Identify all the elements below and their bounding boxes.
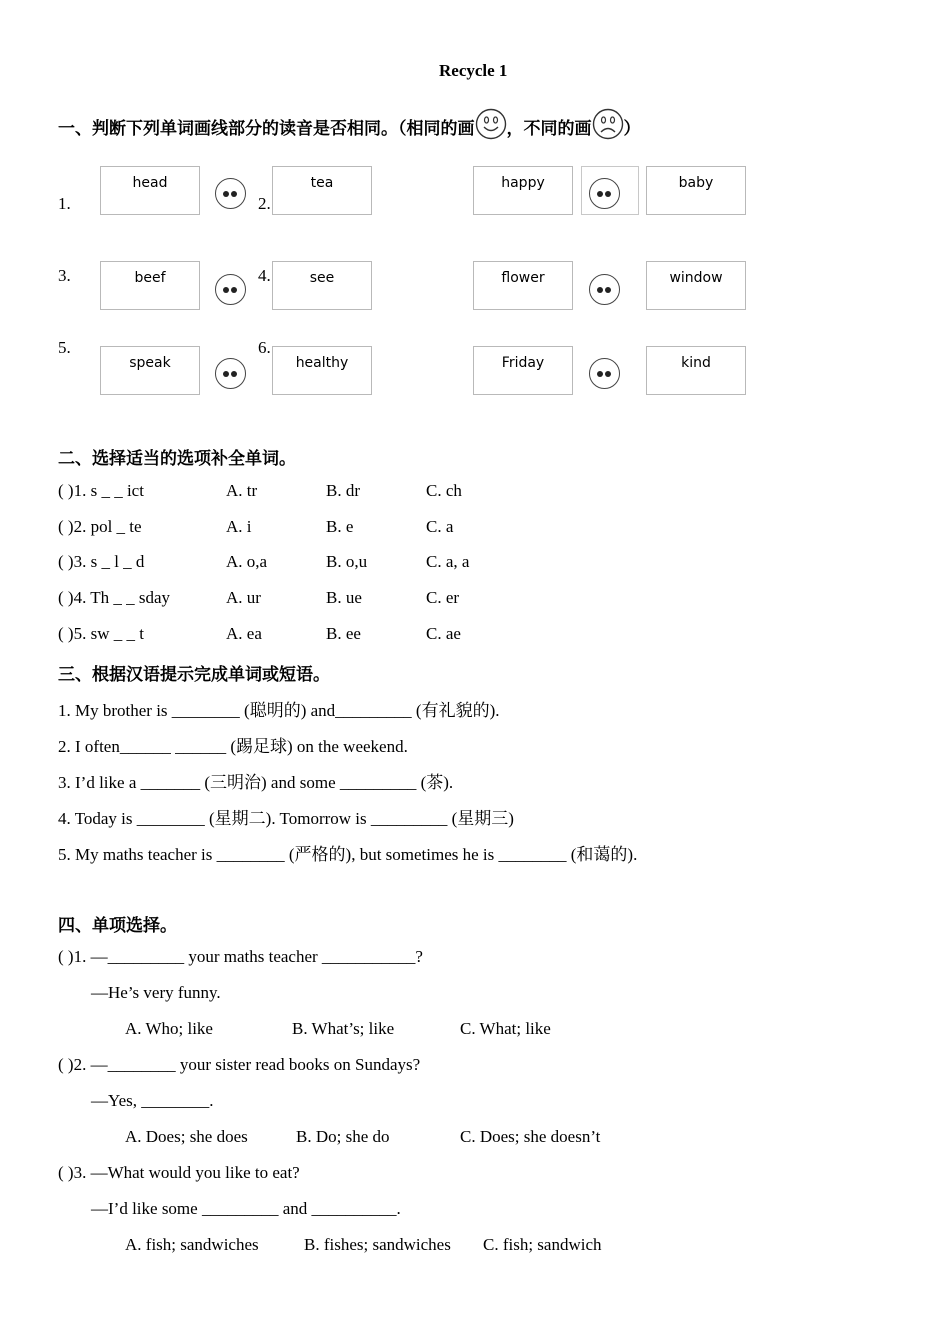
- option-a: A. i: [226, 517, 252, 536]
- fill-in-line: 4. Today is ________ (星期二). Tomorrow is _________ (星期三): [58, 809, 514, 828]
- option-b: B. What’s; like: [292, 1019, 395, 1038]
- option-a: A. fish; sandwiches: [125, 1235, 259, 1254]
- option-a: A. tr: [226, 481, 258, 500]
- word-box: Friday: [473, 346, 573, 395]
- smiley-face-icon: [475, 108, 507, 140]
- option-c: C. Does; she doesn’t: [460, 1127, 601, 1146]
- word-box: see: [272, 261, 372, 310]
- option-b: B. Do; she do: [296, 1127, 390, 1146]
- section1-heading-prefix: 一、判断下列单词画线部分的读音是否相同。（相同的画: [58, 119, 475, 139]
- option-b: B. ee: [326, 624, 361, 643]
- option-b: B. e: [326, 517, 354, 536]
- section1-heading-suffix: ）: [623, 119, 641, 139]
- option-c: C. ch: [426, 481, 462, 500]
- answer-face-icon[interactable]: [215, 274, 246, 305]
- fill-in-line: 1. My brother is ________ (聪明的) and_________ (有礼貌的).: [58, 701, 500, 720]
- word-box: baby: [646, 166, 746, 215]
- option-a: A. Does; she does: [125, 1127, 248, 1146]
- question-stem: ( )1. s _ _ ict: [58, 481, 144, 500]
- section1-heading-mid: ，不同的画: [506, 119, 592, 139]
- word-box: beef: [100, 261, 200, 310]
- item-number: 2.: [258, 194, 271, 213]
- word-box: tea: [272, 166, 372, 215]
- answer-face-icon[interactable]: [589, 274, 620, 305]
- word-box: head: [100, 166, 200, 215]
- option-b: B. fishes; sandwiches: [304, 1235, 451, 1254]
- question-stem: ( )5. sw _ _ t: [58, 624, 144, 643]
- option-b: B. dr: [326, 481, 360, 500]
- word-box: healthy: [272, 346, 372, 395]
- section3-heading: 三、根据汉语提示完成单词或短语。: [58, 665, 330, 685]
- option-c: C. ae: [426, 624, 461, 643]
- dialogue-reply: —He’s very funny.: [91, 983, 221, 1002]
- question-stem: ( )1. —_________ your maths teacher ___________?: [58, 947, 423, 966]
- section2-heading: 二、选择适当的选项补全单词。: [58, 449, 296, 469]
- page-title: Recycle 1: [439, 61, 508, 80]
- question-stem: ( )2. pol _ te: [58, 517, 142, 536]
- item-number: 6.: [258, 338, 271, 357]
- option-c: C. What; like: [460, 1019, 551, 1038]
- option-a: A. Who; like: [125, 1019, 213, 1038]
- word-box: happy: [473, 166, 573, 215]
- question-stem: ( )3. s _ l _ d: [58, 552, 145, 571]
- option-b: B. o,u: [326, 552, 368, 571]
- answer-face-icon[interactable]: [589, 178, 620, 209]
- answer-face-icon[interactable]: [589, 358, 620, 389]
- section1-heading: [58, 108, 641, 140]
- fill-in-line: 2. I often______ ______ (踢足球) on the weekend.: [58, 737, 408, 756]
- word-box: flower: [473, 261, 573, 310]
- section4-heading: 四、单项选择。: [58, 916, 177, 936]
- item-number: 3.: [58, 266, 71, 285]
- option-c: C. a: [426, 517, 454, 536]
- answer-face-icon[interactable]: [215, 358, 246, 389]
- answer-face-icon[interactable]: [215, 178, 246, 209]
- option-a: A. ur: [226, 588, 261, 607]
- fill-in-line: 3. I’d like a _______ (三明治) and some _________ (茶).: [58, 773, 454, 792]
- dialogue-reply: —I’d like some _________ and __________.: [91, 1199, 401, 1218]
- sad-face-icon: [592, 108, 624, 140]
- option-a: A. o,a: [226, 552, 268, 571]
- dialogue-reply: —Yes, ________.: [91, 1091, 214, 1110]
- option-c: C. fish; sandwich: [483, 1235, 602, 1254]
- question-stem: ( )4. Th _ _ sday: [58, 588, 171, 607]
- item-number: 5.: [58, 338, 71, 357]
- word-box: kind: [646, 346, 746, 395]
- word-box: window: [646, 261, 746, 310]
- option-b: B. ue: [326, 588, 362, 607]
- question-stem: ( )2. —________ your sister read books on Sundays?: [58, 1055, 421, 1074]
- item-number: 4.: [258, 266, 271, 285]
- item-number: 1.: [58, 194, 71, 213]
- word-box: speak: [100, 346, 200, 395]
- option-c: C. a, a: [426, 552, 470, 571]
- option-a: A. ea: [226, 624, 262, 643]
- fill-in-line: 5. My maths teacher is ________ (严格的), but sometimes he is ________ (和蔼的).: [58, 845, 638, 864]
- option-c: C. er: [426, 588, 460, 607]
- question-stem: ( )3. —What would you like to eat?: [58, 1163, 300, 1182]
